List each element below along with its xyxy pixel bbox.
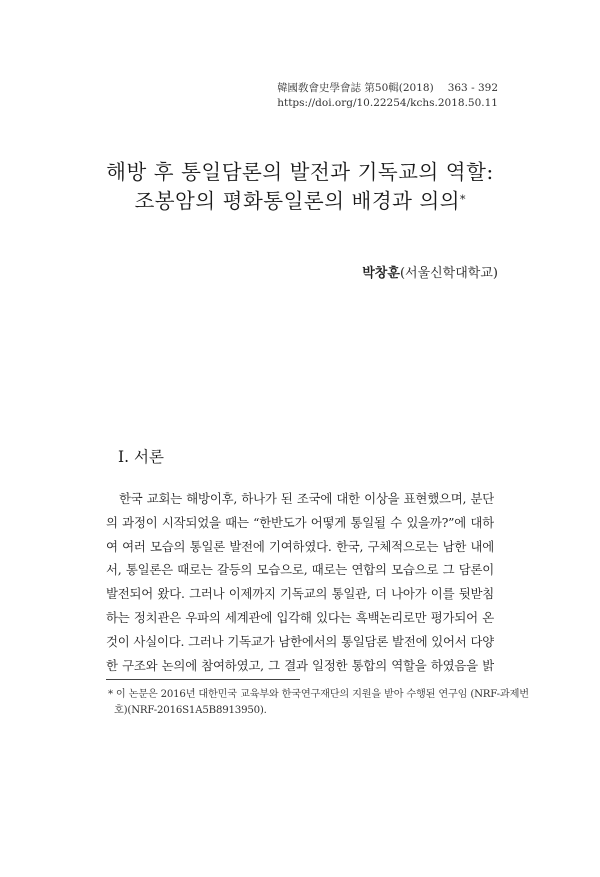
title-line-2 — [0, 187, 600, 216]
author-line — [362, 262, 498, 281]
title-footnote-mark[interactable]: * — [460, 193, 466, 206]
footnote — [106, 687, 529, 719]
title-line-1: 해방 후 통일담론의 발전과 기독교의 역할: — [106, 160, 494, 184]
running-header — [277, 81, 498, 111]
body-line: 여 여러 모습의 통일론 발전에 기여하였다. 한국, 구체적으로는 남한 내에 — [106, 538, 494, 554]
body-line: 서, 통일론은 때로는 갈등의 모습으로, 때로는 연합의 모습으로 그 담론이 — [106, 562, 494, 578]
body-paragraph — [106, 487, 494, 677]
author-affiliation: (서울신학대학교) — [399, 266, 498, 281]
body-line: 의 과정이 시작되었을 때는 “한반도가 어떻게 통일될 수 있을까?”에 대하 — [106, 514, 494, 530]
doi-link[interactable]: https://doi.org/10.22254/kchs.2018.50.11 — [277, 97, 498, 109]
author-name: 박창훈 — [362, 266, 400, 281]
body-line: 발전되어 왔다. 그러나 이제까지 기독교의 통일관, 더 나아가 이를 뒷받침 — [106, 586, 494, 602]
body-line: 한국 교회는 해방이후, 하나가 된 조국에 대한 이상을 표현했으며, 분단 — [119, 491, 494, 506]
footnote-divider — [106, 679, 300, 680]
title-line-2-text: 조봉암의 평화통일론의 배경과 의의 — [134, 189, 461, 213]
page-range: 363 - 392 — [447, 82, 498, 94]
body-line: 것이 사실이다. 그러나 기독교가 남한에서의 통일담론 발전에 있어서 다양 — [106, 633, 494, 649]
journal-citation — [277, 81, 498, 96]
paper-title — [0, 158, 600, 216]
body-line: 한 구조와 논의에 참여하였고, 그 결과 일정한 통합의 역할을 하였음을 밝 — [106, 657, 494, 673]
footnote-line: 호)(NRF-2016S1A5B8913950). — [114, 705, 267, 716]
section-heading: I. 서론 — [118, 448, 164, 466]
journal-name: 韓國敎會史學會誌 第50輯(2018) — [277, 82, 434, 94]
footnote-line: * 이 논문은 2016년 대한민국 교육부와 한국연구재단의 지원을 받아 수행된 연구임 (NRF-과제번 — [108, 689, 529, 700]
body-line: 하는 정치관은 우파의 세계관에 입각해 있다는 흑백논리로만 평가되어 온 — [106, 609, 494, 625]
